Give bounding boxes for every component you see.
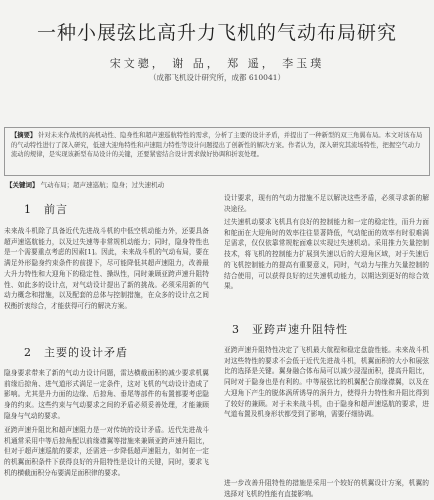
paper-title: 一种小展弦比高升力飞机的气动布局研究	[36, 22, 397, 44]
introduction-paragraph: 未来战斗机除了具备近代先进战斗机的中低空机动能力外，还要具备超声速巡航能力，以及过失速等非常规机动能力；同时，隐身特性也是一个需要重点考虑的因素[1]。因此，未来战斗机的气动布局，要在满足外形隐身约束条件的前提下，尽可能降低其超声速阻力，改善最大升力特性和大迎角下的稳定性、操纵性，同时兼顾亚跨声速升阻特性、如此多的设计点，对气动设计提出了新的挑战。必须采用新的气动力概念和措施，以及配套的总体与控制措施，在众多的设计点之间权衡折衷综合，才能获得可行的解决方案。	[4, 227, 209, 310]
keywords-label: 【关键词】	[6, 181, 39, 189]
section-heading-design-conflicts: 2 主要的设计矛盾	[24, 346, 128, 359]
design-conflicts-paragraph-1: 隐身要求带来了新的气动力设计问题，雷达横截面积的减少要求机翼前缘后掠角、进气道形式满足一定条件，这对飞机的气动设计造成了影响。尤其是升力面的边缘、后掠角、垂尾等部件的布置都要考虑隐身的约束。这些约束与气动要求之间的矛盾必须妥善处理，才能兼顾隐身与气动的要求。	[4, 369, 209, 420]
design-conflicts-paragraph-2: 亚跨声速升阻比和超声速阻力是一对传统的设计矛盾。近代先进战斗机通常采用中等后掠角配以前缘襟翼等措施来兼顾亚跨声速升阻比，但对于超声速巡航的要求，还需进一步降低超声速阻力，如何在一定的机翼面积条件下获得良好的升阻特性是设计的关键，同时，要求飞机的横截面积分布要满足面积律的要求。	[4, 426, 209, 477]
section-heading-introduction: 1 前言	[24, 203, 68, 216]
keywords-text: 气动布局；超声速巡航；隐身；过失速机动	[40, 181, 165, 189]
abstract-box	[4, 127, 430, 176]
section-heading-lift-drag: 3 亚跨声速升阻特性	[232, 323, 348, 336]
post-stall-paragraph: 过失速机动要求飞机具有良好的控制能力和一定的稳定性，而升力面和舵面在大迎角时的效率往往显著降低，气动舵面的效率有时很难满足需求，仅仅依靠常规舵面难以实现过失速机动。采用推力矢量控制技术，将飞机的控制能力扩展到失速以后的大迎角区域，对于失速后的飞机控制能力的提高有重要意义，同时，气动力与推力矢量控制的结合使用，可以获得良好的过失速机动能力，以期达到更好的综合效果。	[224, 218, 429, 291]
right-paragraph-continuation: 设计要求，现有的气动力措施不足以解决这些矛盾，必须寻求新的解决途径。	[224, 194, 429, 213]
lift-drag-paragraph-2: 进一步改善升阻特性的措施是采用一个较好的机翼设计方案，机翼的选择对飞机的性能有直接影响。	[224, 479, 429, 498]
paper-affiliation: （成都飞机设计研究所，成都 610041）	[148, 73, 285, 82]
abstract-label: 【摘要】	[11, 132, 37, 139]
lift-drag-paragraph: 亚跨声速升阻特性决定了飞机最大航程和稳定盘旋性能。未来战斗机对这些特性的要求不会低于近代先进战斗机，机翼面积的大小和展弦比的选择是关键。翼身融合体布局可以减少浸湿面积，提高升阻比，同时对于隐身也是有利的。中等展弦比的机翼配合前缘襟翼，以及在大迎角下产生的脱体涡所诱导的涡升力，使得升力特性和升阻比得到了较好的兼顾。对于未来战斗机，由于隐身和超声速巡航的要求，进气道布置及机身形状都受到了影响，需要仔细协调。	[224, 346, 429, 419]
abstract-text: 针对未来作战机的高机动性、隐身性和超声速巡航特性的需求，分析了主要的设计矛盾，并提出了一种新型的双三角翼布局。本文对该布局的气动特性进行了深入研究，低速大迎角特性和声速阻力特性等设计问题提出了创新性的解决方案。作者认为，深入研究其流场特性，把握空气动力流动的规律，是实现该新型布局设计的关键，还要紧密结合设计需求做好协调和折衷处理。	[11, 132, 423, 159]
keywords-line	[6, 180, 430, 189]
paper-authors: 宋文骢， 谢 品， 郑 遥， 李玉璞	[109, 57, 325, 70]
